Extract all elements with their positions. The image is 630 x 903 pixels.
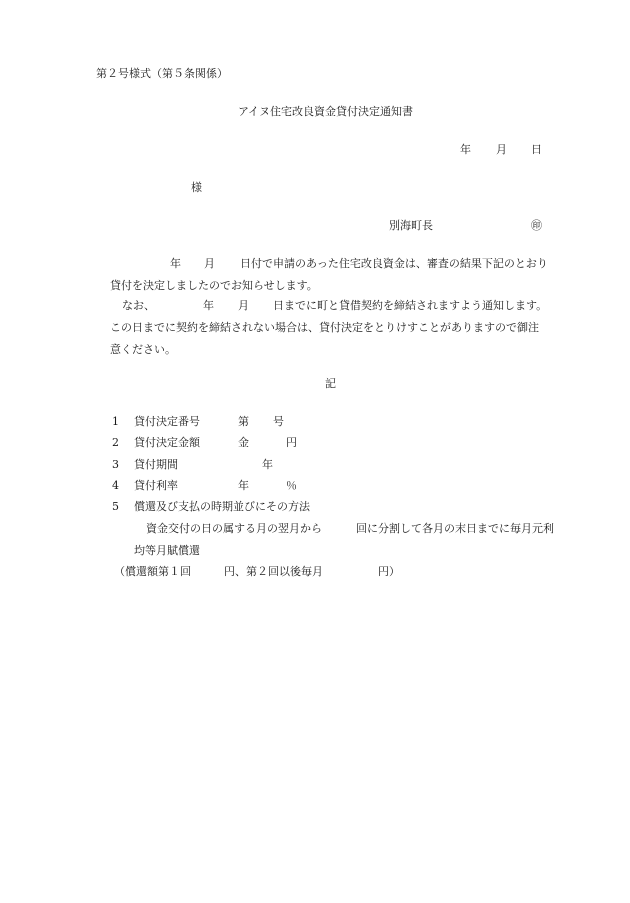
item-label: 貸付決定金額 (134, 436, 200, 449)
repayment-line1-b: 回に分割して各月の末日までに毎月元利 (356, 522, 554, 535)
document-title: アイヌ住宅改良資金貸付決定通知書 (238, 105, 414, 118)
form-number: 第２号様式（第５条関係） (96, 67, 228, 80)
repayment-line3-a: （償還額第１回 (114, 565, 191, 578)
item-number: 5 (112, 500, 119, 513)
repayment-line3-c: 円） (378, 565, 400, 578)
item-value-a: 第 (238, 415, 249, 428)
item-value-a: 金 (238, 436, 249, 449)
p1-year: 年 (170, 257, 181, 270)
date-year: 年 (460, 143, 471, 156)
p1-text: 日付で申請のあった住宅改良資金は、審査の結果下記のとおり (240, 257, 548, 270)
item-number: 4 (112, 479, 119, 492)
item-value-a: 年 (238, 479, 249, 492)
seal-mark: ㊞ (531, 219, 542, 232)
item-label: 償還及び支払の時期並びにその方法 (134, 500, 310, 513)
p2-text: 日までに町と貸借契約を締結されますよう通知します。 (273, 299, 548, 312)
addressee-honorific: 様 (191, 181, 202, 194)
p2-line3: 意ください。 (110, 343, 176, 356)
item-value-b: 円 (286, 436, 297, 449)
p1-month: 月 (204, 257, 215, 270)
date-day: 日 (531, 143, 542, 156)
repayment-line3-b: 円、第２回以後毎月 (224, 565, 323, 578)
item-value-b: ％ (286, 479, 297, 492)
item-number: 2 (112, 436, 119, 449)
item-label: 貸付決定番号 (134, 415, 200, 428)
item-label: 貸付利率 (134, 479, 178, 492)
item-value-b: 号 (273, 415, 284, 428)
p2-line2: この日までに契約を締結されない場合は、貸付決定をとりけすことがありますので御注 (110, 321, 539, 334)
p1-line2: 貸付を決定しましたのでお知らせします。 (110, 279, 318, 292)
p2-prefix: なお、 (122, 299, 155, 312)
item-number: 3 (112, 458, 119, 471)
ki-heading: 記 (325, 377, 336, 390)
repayment-line1-a: 資金交付の日の属する月の翌月から (146, 522, 322, 535)
item-value-b: 年 (262, 458, 273, 471)
repayment-line2: 均等月賦償還 (134, 544, 200, 557)
date-month: 月 (496, 143, 507, 156)
item-number: 1 (112, 415, 119, 428)
p2-month: 月 (238, 299, 249, 312)
item-label: 貸付期間 (134, 458, 178, 471)
issuer-name: 別海町長 (389, 219, 433, 232)
p2-year: 年 (203, 299, 214, 312)
